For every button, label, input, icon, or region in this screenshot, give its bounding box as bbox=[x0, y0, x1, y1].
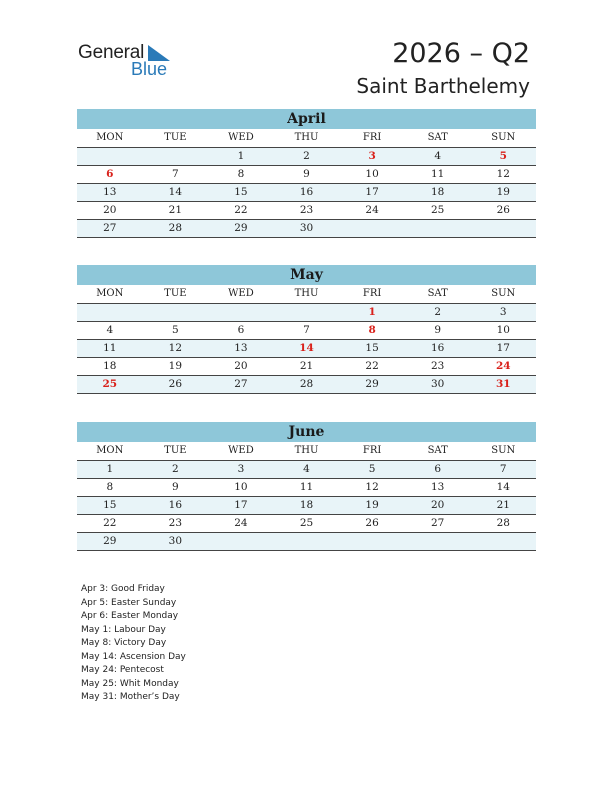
day-cell bbox=[470, 533, 536, 550]
weekday-label: TUE bbox=[164, 445, 187, 456]
day-cell bbox=[405, 220, 471, 237]
day-cell: 6 bbox=[237, 324, 245, 336]
weekday-header-row bbox=[77, 285, 536, 304]
day-cell: 30 bbox=[299, 222, 314, 234]
day-cell: 9 bbox=[434, 324, 442, 336]
day-cell: 19 bbox=[496, 186, 510, 198]
day-cell: 12 bbox=[168, 342, 183, 354]
day-cell: 11 bbox=[299, 481, 314, 493]
weekday-label: MON bbox=[96, 132, 124, 143]
weekday-label: MON bbox=[96, 445, 124, 456]
weekday-label: WED bbox=[228, 445, 254, 456]
day-cell: 25 bbox=[299, 517, 314, 529]
holiday-item: May 14: Ascension Day bbox=[81, 651, 186, 662]
day-cell: 23 bbox=[168, 517, 183, 529]
day-cell bbox=[143, 148, 209, 165]
day-cell: 3 bbox=[237, 463, 245, 475]
day-cell bbox=[274, 304, 340, 321]
day-cell: 23 bbox=[299, 204, 314, 216]
day-cell: 6 bbox=[106, 168, 114, 180]
day-cell: 9 bbox=[303, 168, 310, 180]
day-cell bbox=[274, 533, 340, 550]
day-cell bbox=[208, 304, 274, 321]
month-may bbox=[77, 265, 536, 394]
day-cell: 26 bbox=[496, 204, 510, 216]
holiday-item: Apr 6: Easter Monday bbox=[81, 611, 179, 621]
day-cell: 12 bbox=[496, 168, 510, 180]
day-cell: 16 bbox=[168, 499, 183, 511]
day-cell: 22 bbox=[103, 517, 117, 529]
month-april bbox=[77, 109, 536, 238]
day-cell: 12 bbox=[365, 481, 379, 493]
day-cell: 30 bbox=[168, 535, 183, 547]
day-cell: 3 bbox=[499, 306, 507, 318]
week-row bbox=[77, 184, 536, 202]
brand-logo bbox=[78, 42, 178, 82]
day-cell: 24 bbox=[234, 517, 248, 529]
day-cell: 7 bbox=[303, 324, 310, 336]
day-cell: 30 bbox=[430, 378, 445, 390]
weekday-label: SAT bbox=[427, 288, 448, 299]
day-cell: 10 bbox=[365, 168, 379, 180]
day-cell: 16 bbox=[430, 342, 445, 354]
day-cell: 13 bbox=[103, 186, 117, 198]
holiday-list bbox=[81, 583, 186, 705]
day-cell bbox=[208, 533, 274, 550]
week-row bbox=[77, 322, 536, 340]
weekday-label: MON bbox=[96, 288, 124, 299]
day-cell: 7 bbox=[499, 463, 507, 475]
weekday-label: TUE bbox=[164, 132, 187, 143]
day-cell: 5 bbox=[499, 150, 507, 162]
day-cell: 14 bbox=[299, 342, 314, 354]
weekday-label: THU bbox=[294, 288, 319, 299]
week-row bbox=[77, 148, 536, 166]
weekday-label: SUN bbox=[491, 288, 516, 299]
day-cell bbox=[77, 304, 143, 321]
day-cell: 20 bbox=[430, 499, 445, 511]
weekday-label: SAT bbox=[427, 445, 448, 456]
day-cell: 16 bbox=[299, 186, 314, 198]
weekday-label: THU bbox=[294, 132, 319, 143]
day-cell: 5 bbox=[368, 463, 376, 475]
week-row bbox=[77, 376, 536, 394]
day-cell: 4 bbox=[106, 324, 114, 336]
week-row bbox=[77, 479, 536, 497]
day-cell: 26 bbox=[168, 378, 183, 390]
day-cell: 20 bbox=[234, 360, 248, 372]
page-title: 2026 – Q2 bbox=[392, 38, 530, 69]
day-cell bbox=[470, 220, 536, 237]
day-cell: 14 bbox=[168, 186, 183, 198]
day-cell: 13 bbox=[234, 342, 248, 354]
holiday-item: May 31: Mother’s Day bbox=[81, 692, 180, 702]
weekday-label: SAT bbox=[427, 132, 448, 143]
day-cell: 28 bbox=[496, 517, 510, 529]
holiday-item: Apr 3: Good Friday bbox=[81, 584, 165, 594]
day-cell: 17 bbox=[365, 186, 379, 198]
day-cell: 10 bbox=[234, 481, 248, 493]
day-cell: 8 bbox=[368, 324, 376, 336]
day-cell: 21 bbox=[496, 499, 510, 511]
day-cell bbox=[405, 533, 471, 550]
day-cell bbox=[339, 220, 405, 237]
day-cell: 13 bbox=[430, 481, 445, 493]
day-cell: 25 bbox=[430, 204, 445, 216]
week-row bbox=[77, 340, 536, 358]
day-cell: 8 bbox=[106, 481, 114, 493]
weekday-header-row bbox=[77, 129, 536, 148]
week-row bbox=[77, 220, 536, 238]
holiday-item: Apr 5: Easter Sunday bbox=[81, 597, 177, 608]
day-cell: 1 bbox=[106, 463, 114, 475]
day-cell: 5 bbox=[172, 324, 179, 336]
day-cell: 20 bbox=[103, 204, 117, 216]
day-cell: 19 bbox=[168, 360, 183, 372]
day-cell: 27 bbox=[234, 378, 248, 390]
day-cell: 2 bbox=[434, 306, 442, 318]
weekday-label: WED bbox=[228, 132, 254, 143]
weekday-label: WED bbox=[228, 288, 254, 299]
week-row bbox=[77, 304, 536, 322]
month-header: May bbox=[77, 265, 536, 285]
day-cell: 24 bbox=[365, 204, 379, 216]
day-cell: 15 bbox=[103, 499, 117, 511]
day-cell: 29 bbox=[103, 535, 117, 547]
week-row bbox=[77, 497, 536, 515]
day-cell: 8 bbox=[237, 168, 245, 180]
day-cell: 15 bbox=[234, 186, 248, 198]
day-cell: 27 bbox=[430, 517, 445, 529]
day-cell: 11 bbox=[430, 168, 445, 180]
day-cell: 17 bbox=[234, 499, 248, 511]
week-row bbox=[77, 533, 536, 551]
weekday-label: SUN bbox=[491, 132, 516, 143]
day-cell: 18 bbox=[430, 186, 445, 198]
brand-word-blue: Blue bbox=[131, 59, 168, 79]
weekday-header-row bbox=[77, 442, 536, 461]
day-cell bbox=[339, 533, 405, 550]
week-row bbox=[77, 202, 536, 220]
day-cell: 1 bbox=[237, 150, 245, 162]
day-cell: 25 bbox=[102, 378, 118, 390]
day-cell: 1 bbox=[368, 306, 376, 318]
day-cell: 2 bbox=[303, 150, 310, 162]
day-cell: 19 bbox=[365, 499, 379, 511]
day-cell: 6 bbox=[434, 463, 442, 475]
day-cell: 26 bbox=[365, 517, 379, 529]
day-cell: 14 bbox=[496, 481, 510, 493]
day-cell: 29 bbox=[234, 222, 248, 234]
day-cell: 31 bbox=[495, 378, 511, 390]
day-cell: 18 bbox=[103, 360, 117, 372]
day-cell: 2 bbox=[172, 463, 179, 475]
day-cell: 4 bbox=[434, 150, 442, 162]
holiday-item: May 8: Victory Day bbox=[81, 638, 167, 648]
weekday-label: THU bbox=[294, 445, 319, 456]
day-cell bbox=[143, 304, 209, 321]
day-cell bbox=[77, 148, 143, 165]
day-cell: 4 bbox=[303, 463, 310, 475]
month-june bbox=[77, 422, 536, 551]
day-cell: 9 bbox=[172, 481, 179, 493]
holiday-item: May 1: Labour Day bbox=[81, 624, 166, 635]
week-row bbox=[77, 166, 536, 184]
weekday-label: TUE bbox=[164, 288, 187, 299]
day-cell: 18 bbox=[299, 499, 314, 511]
weekday-label: FRI bbox=[362, 445, 382, 456]
day-cell: 22 bbox=[234, 204, 248, 216]
week-row bbox=[77, 461, 536, 479]
day-cell: 29 bbox=[365, 378, 379, 390]
day-cell: 7 bbox=[172, 168, 179, 180]
weekday-label: FRI bbox=[362, 288, 382, 299]
weekday-label: SUN bbox=[491, 445, 516, 456]
day-cell: 15 bbox=[365, 342, 379, 354]
day-cell: 22 bbox=[365, 360, 379, 372]
day-cell: 27 bbox=[103, 222, 117, 234]
holiday-item: May 24: Pentecost bbox=[81, 665, 164, 675]
week-row bbox=[77, 358, 536, 376]
day-cell: 10 bbox=[496, 324, 510, 336]
brand-word-general: General bbox=[78, 42, 145, 63]
page-subtitle: Saint Barthelemy bbox=[356, 74, 530, 98]
day-cell: 11 bbox=[103, 342, 117, 354]
month-header: April bbox=[77, 109, 536, 129]
holiday-item: May 25: Whit Monday bbox=[81, 678, 179, 689]
day-cell: 21 bbox=[168, 204, 183, 216]
day-cell: 28 bbox=[299, 378, 314, 390]
day-cell: 24 bbox=[495, 360, 511, 372]
day-cell: 28 bbox=[168, 222, 183, 234]
day-cell: 3 bbox=[368, 150, 376, 162]
week-row bbox=[77, 515, 536, 533]
day-cell: 21 bbox=[299, 360, 314, 372]
day-cell: 23 bbox=[430, 360, 445, 372]
month-header: June bbox=[77, 422, 536, 442]
weekday-label: FRI bbox=[362, 132, 382, 143]
day-cell: 17 bbox=[496, 342, 510, 354]
